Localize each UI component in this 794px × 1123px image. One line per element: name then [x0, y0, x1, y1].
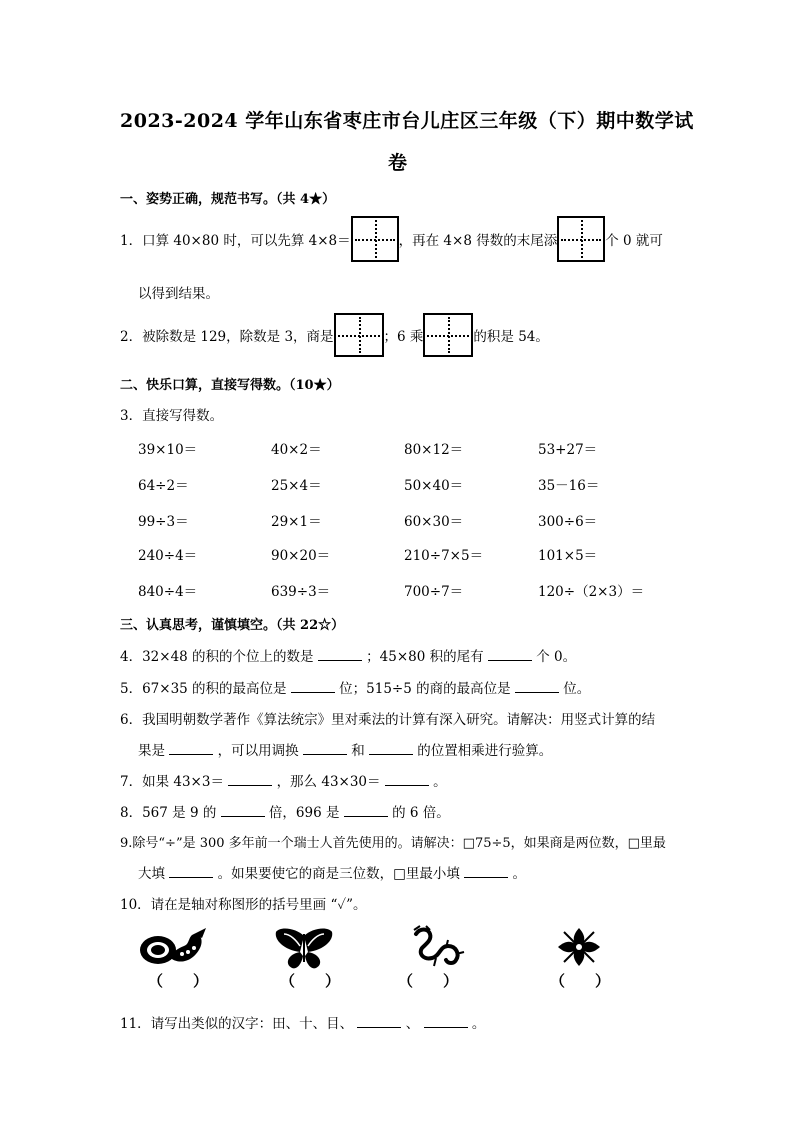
q5-text-b: 位；515÷5 的商的最高位是 — [339, 681, 511, 697]
answer-blank[interactable] — [424, 1015, 468, 1028]
section-2-heading: 二、快乐口算，直接写得数。（10★） — [120, 378, 340, 393]
q6-text-e: 的位置相乘进行验算。 — [417, 743, 553, 759]
q11-text-b: 、 — [405, 1016, 420, 1032]
arith-item: 90×20＝ — [271, 548, 331, 564]
answer-blank[interactable] — [488, 648, 532, 661]
q11-text-c: 。 — [471, 1016, 486, 1032]
arith-item: 64÷2＝ — [138, 478, 189, 494]
question-9-line2 — [138, 862, 526, 882]
answer-blank[interactable] — [221, 804, 265, 817]
q2-text-a: 2．被除数是 129，除数是 3，商是 — [120, 329, 334, 345]
q4-text-b: ；45×80 积的尾有 — [366, 649, 484, 665]
tian-grid-box[interactable] — [351, 216, 399, 262]
section-3-heading: 三、认真思考，谨慎填空。（共 22☆） — [120, 618, 345, 633]
q9-text-d: 。 — [512, 866, 526, 882]
q5-text-a: 5．67×35 的积的最高位是 — [120, 681, 287, 697]
tian-grid-box[interactable] — [423, 313, 473, 357]
answer-blank[interactable] — [369, 742, 413, 755]
answer-blank[interactable] — [385, 773, 429, 786]
answer-blank[interactable] — [357, 1015, 401, 1028]
q6-text-d: 和 — [351, 743, 365, 759]
question-3-label: 3．直接写得数。 — [120, 408, 224, 424]
page-title-line1: 2023-2024 学年山东省枣庄市台儿庄区三年级（下）期中数学试 — [120, 110, 694, 132]
q5-text-c: 位。 — [563, 681, 591, 697]
question-5 — [120, 677, 590, 697]
dragon-figure-icon — [410, 924, 466, 970]
tian-grid-box[interactable] — [334, 313, 384, 357]
q9-text-c: 。如果要使它的商是三位数，□里最小填 — [217, 866, 460, 882]
arith-item: 240÷4＝ — [138, 548, 198, 564]
answer-paren-2[interactable]: （ ） — [280, 972, 341, 990]
answer-blank[interactable] — [169, 865, 213, 878]
flower-pattern-figure-icon — [556, 926, 602, 968]
arith-item: 53+27＝ — [538, 442, 598, 458]
q2-text-c: 的积是 54。 — [473, 329, 549, 345]
q4-text-c: 个 0。 — [536, 649, 577, 665]
answer-paren-1[interactable]: （ ） — [148, 972, 209, 990]
q4-text-a: 4．32×48 的积的个位上的数是 — [120, 649, 314, 665]
arith-item: 50×40＝ — [404, 478, 464, 494]
q7-text-b: ，那么 43×30＝ — [276, 774, 381, 790]
answer-blank[interactable] — [318, 648, 362, 661]
q7-text-c: 。 — [433, 774, 447, 790]
arith-item: 40×2＝ — [271, 442, 322, 458]
q6-text-c: ，可以用调换 — [217, 743, 299, 759]
question-2 — [120, 312, 549, 358]
answer-blank[interactable] — [464, 865, 508, 878]
answer-blank[interactable] — [515, 680, 559, 693]
q7-text-a: 7．如果 43×3＝ — [120, 774, 224, 790]
arith-item: 210÷7×5＝ — [404, 548, 484, 564]
question-1 — [120, 216, 663, 262]
answer-paren-4[interactable]: （ ） — [550, 972, 611, 990]
arith-item: 120÷（2×3）＝ — [538, 584, 645, 600]
q2-text-b: ；6 乘 — [383, 329, 424, 345]
q1-text-b: ，再在 4×8 得数的末尾添 — [398, 233, 558, 249]
question-9-line1: 9.除号“÷”是 300 多年前一个瑞士人首先使用的。请解决：□75÷5，如果商是两位数，□里最 — [120, 836, 666, 851]
question-10: 10．请在是轴对称图形的括号里画 “✓”。 — [120, 897, 367, 913]
question-4 — [120, 645, 576, 665]
q11-text-a: 11．请写出类似的汉字：田、十、目、 — [120, 1016, 354, 1032]
arith-item: 25×4＝ — [271, 478, 322, 494]
arith-item: 840÷4＝ — [138, 584, 198, 600]
q1-text-d: 以得到结果。 — [138, 286, 219, 302]
arith-item: 300÷6＝ — [538, 514, 598, 530]
arith-item: 639÷3＝ — [271, 584, 331, 600]
answer-blank[interactable] — [169, 742, 213, 755]
answer-blank[interactable] — [228, 773, 272, 786]
section-1-heading: 一、姿势正确，规范书写。（共 4★） — [120, 192, 336, 207]
question-8 — [120, 801, 450, 821]
q8-text-a: 8．567 是 9 的 — [120, 805, 217, 821]
arith-item: 99÷3＝ — [138, 514, 189, 530]
answer-blank[interactable] — [291, 680, 335, 693]
q1-text-c: 个 0 就可 — [605, 233, 663, 249]
page-title-line2: 卷 — [388, 152, 408, 174]
arith-item: 60×30＝ — [404, 514, 464, 530]
q9-text-b: 大填 — [138, 866, 165, 882]
arith-item: 700÷7＝ — [404, 584, 464, 600]
arith-item: 80×12＝ — [404, 442, 464, 458]
question-11 — [120, 1012, 485, 1032]
arith-item: 29×1＝ — [271, 514, 322, 530]
q8-text-b: 倍，696 是 — [268, 805, 340, 821]
arith-item: 39×10＝ — [138, 442, 198, 458]
arith-item: 101×5＝ — [538, 548, 598, 564]
fish-figure-icon — [138, 926, 210, 970]
arith-item: 35－16＝ — [538, 478, 600, 494]
question-6-line1: 6．我国明朝数学著作《算法统宗》里对乘法的计算有深入研究。请解决：用竖式计算的结 — [120, 712, 656, 728]
butterfly-figure-icon — [272, 926, 336, 970]
question-6-line2 — [138, 739, 552, 759]
answer-blank[interactable] — [303, 742, 347, 755]
question-7 — [120, 770, 447, 790]
answer-paren-3[interactable]: （ ） — [398, 972, 459, 990]
answer-blank[interactable] — [344, 804, 388, 817]
tian-grid-box[interactable] — [557, 216, 605, 262]
q1-text-a: 1．口算 40×80 时，可以先算 4×8＝ — [120, 233, 351, 249]
q8-text-c: 的 6 倍。 — [392, 805, 450, 821]
q6-text-b: 果是 — [138, 743, 165, 759]
